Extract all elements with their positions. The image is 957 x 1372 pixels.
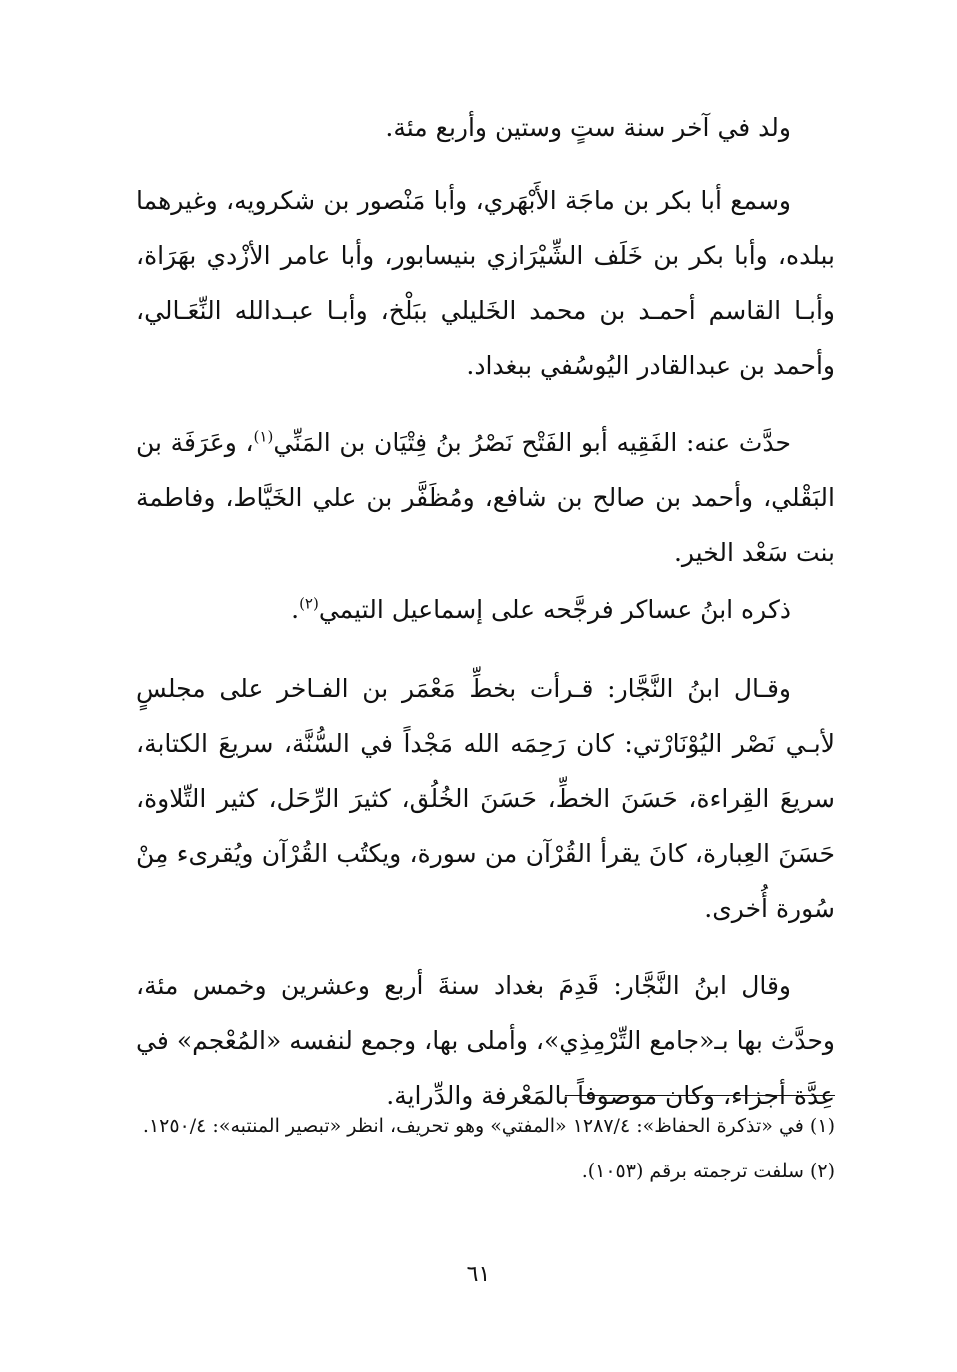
paragraph-teachers: وسمع أبا بكر بن ماجَة الأَبْهَري، وأبا مَنْصور بن شكرويه، وغيرهما ببلده، وأبا بكر بن خَلَف الشِّيْرَازي بنيسابور، وأبا عامر الأزْدي بهَرَاة، وأبـا القاسم أحمـد بن محمد الخَليلي ببَلْخ، وأبـا عبـدالله النِّعَـالي، وأحمد بن عبدالقادر اليُوسُفي ببغداد. — [136, 186, 835, 380]
paragraph-ibn-najjar-1: وقـال ابنُ النَّجَّار: قـرأت بخطِّ مَعْمَر بن الفـاخر على مجلسٍ لأبـي نَصْر اليُوْنَارْتي: كان رَحِمَه الله مَجْداً في السُّنَّة، سريعَ الكتابة، سريعَ القِراءة، حَسَنَ الخطِّ، حَسَنَ الخُلُق، كثيرَ الرِّحَل، كثير التِّلاوة، حَسَنَ العِبارة، كانَ يقرأ القُرْآن من سورة، ويكتُب القُرْآن ويُقرىء مِنْ سُورة أُخرى. — [136, 674, 835, 923]
paragraph-birth: ولد في آخر سنة ستٍ وستين وأربع مئة. — [385, 113, 791, 142]
paragraph-ibn-asakir: ذكره ابنُ عساكر فرجَّحه على إسماعيل التيمي$^{(٢)}$. — [291, 594, 791, 624]
page-number: ٦١ — [466, 1262, 491, 1287]
footnote-divider — [565, 1095, 835, 1096]
footnote-ref-2: (٢) — [299, 594, 319, 613]
footnote-2: (٢) سلفت ترجمته برقم (١٠٥٣). — [581, 1160, 835, 1182]
main-text — [136, 100, 835, 1141]
footnotes — [136, 1108, 835, 1198]
paragraph-ibn-najjar-2: وقال ابنُ النَّجَّار: قَدِمَ بغداد سنةَ أربع وعشرين وخمس مئة، وحدَّث بها بـ«جامع التِّرْمِذِي»، وأملى بها، وجمع لنفسه «المُعْجم» في عِدَّة أجزاء، وكان موصوفاً بالمَعْرفة والدِّراية. — [136, 971, 835, 1110]
footnote-1: (١) في «تذكرة الحفاظ»: ١٢٨٧/٤ «المفتي» وهو تحريف، انظر «تبصير المنتبه»: ١٢٥٠/٤. — [142, 1115, 835, 1137]
paragraph-students: حدَّث عنه: الفَقِيه أبو الفَتْح نَصْرُ بنُ فِتْيَان بن المَنِّي$^{(١)}$، وعَرَفَة بن البَقْلي، وأحمد بن صالح بن شافع، ومُظَفَّر بن علي الخَيَّاط، وفاطمة بنت سَعْد الخير. — [136, 427, 835, 567]
footnote-ref-1: (١) — [253, 427, 274, 446]
